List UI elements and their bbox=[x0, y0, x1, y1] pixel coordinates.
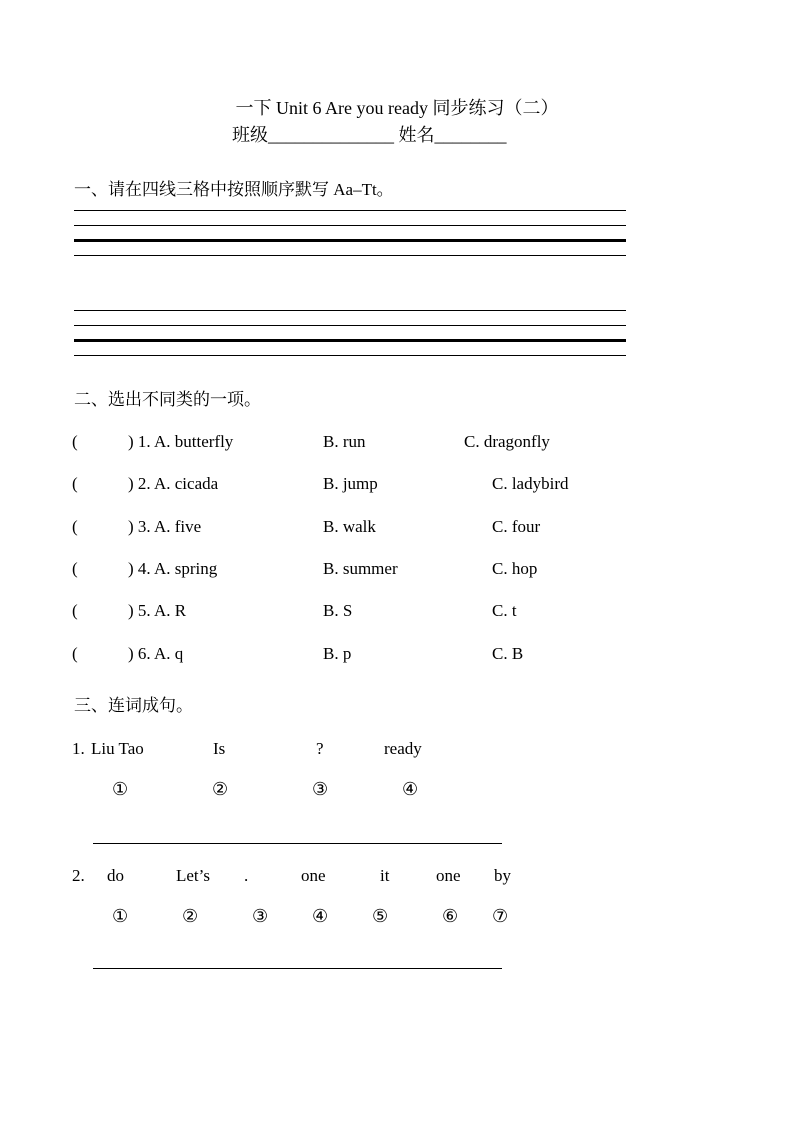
section3-heading: 三、连词成句。 bbox=[74, 696, 193, 715]
q1-number: 1. bbox=[72, 739, 85, 758]
grid-line bbox=[74, 210, 626, 211]
page-title: 一下 Unit 6 Are you ready 同步练习（二） bbox=[235, 98, 559, 118]
q1-word: Liu Tao bbox=[91, 739, 144, 758]
q2-word: Let’s bbox=[176, 866, 210, 885]
answer-paren[interactable]: ( bbox=[72, 601, 78, 620]
name-label: 姓名 bbox=[398, 125, 435, 145]
section2-heading: 二、选出不同类的一项。 bbox=[74, 390, 261, 409]
q1-word: ? bbox=[316, 739, 324, 758]
q1-mark: ③ bbox=[312, 779, 329, 800]
q2-mark: ① bbox=[112, 906, 129, 927]
q2-mark: ⑥ bbox=[442, 906, 459, 927]
option-a: ) 2. A. cicada bbox=[128, 474, 219, 493]
grid-line-baseline bbox=[74, 339, 626, 342]
q2-word: by bbox=[494, 866, 511, 885]
class-blank: ______________ bbox=[268, 125, 394, 145]
q2-mark: ② bbox=[182, 906, 199, 927]
option-c: C. hop bbox=[492, 559, 538, 578]
q1-word: Is bbox=[213, 739, 226, 758]
grid-line bbox=[74, 325, 626, 326]
q2-mark: ③ bbox=[252, 906, 269, 927]
option-b: B. walk bbox=[323, 517, 376, 536]
option-a: ) 4. A. spring bbox=[128, 559, 218, 578]
grid-line bbox=[74, 255, 626, 256]
class-label: 班级 bbox=[232, 125, 268, 145]
q2-word: one bbox=[436, 866, 461, 885]
option-c: C. dragonfly bbox=[464, 432, 550, 451]
option-c: C. B bbox=[492, 644, 524, 663]
q1-answer-line[interactable] bbox=[93, 843, 502, 844]
name-blank: ________ bbox=[434, 125, 507, 145]
option-a: ) 6. A. q bbox=[128, 644, 184, 663]
answer-paren[interactable]: ( bbox=[72, 517, 78, 536]
option-a: ) 5. A. R bbox=[128, 601, 187, 620]
q1-word: ready bbox=[384, 739, 422, 758]
class-name-line bbox=[232, 126, 507, 144]
answer-paren[interactable]: ( bbox=[72, 474, 78, 493]
q1-mark: ④ bbox=[402, 779, 419, 800]
answer-paren[interactable]: ( bbox=[72, 432, 78, 451]
q1-mark: ① bbox=[112, 779, 129, 800]
answer-paren[interactable]: ( bbox=[72, 559, 78, 578]
option-a: ) 1. A. butterfly bbox=[128, 432, 234, 451]
option-b: B. S bbox=[323, 601, 353, 620]
q2-word: do bbox=[107, 866, 124, 885]
grid-line bbox=[74, 355, 626, 356]
q2-word: one bbox=[301, 866, 326, 885]
q1-mark: ② bbox=[212, 779, 229, 800]
answer-paren[interactable]: ( bbox=[72, 644, 78, 663]
q2-word: it bbox=[380, 866, 390, 885]
option-a: ) 3. A. five bbox=[128, 517, 202, 536]
grid-line-baseline bbox=[74, 239, 626, 242]
option-c: C. t bbox=[492, 601, 517, 620]
option-c: C. four bbox=[492, 517, 541, 536]
q2-mark: ④ bbox=[312, 906, 329, 927]
option-b: B. summer bbox=[323, 559, 398, 578]
q2-answer-line[interactable] bbox=[93, 968, 502, 969]
q2-number: 2. bbox=[72, 866, 85, 885]
option-b: B. jump bbox=[323, 474, 378, 493]
option-b: B. run bbox=[323, 432, 366, 451]
option-b: B. p bbox=[323, 644, 352, 663]
q2-mark: ⑦ bbox=[492, 906, 509, 927]
q2-mark: ⑤ bbox=[372, 906, 389, 927]
option-c: C. ladybird bbox=[492, 474, 569, 493]
q2-word: . bbox=[244, 866, 249, 885]
grid-line bbox=[74, 310, 626, 311]
section1-heading: 一、请在四线三格中按照顺序默写 Aa–Tt。 bbox=[74, 180, 394, 199]
grid-line bbox=[74, 225, 626, 226]
